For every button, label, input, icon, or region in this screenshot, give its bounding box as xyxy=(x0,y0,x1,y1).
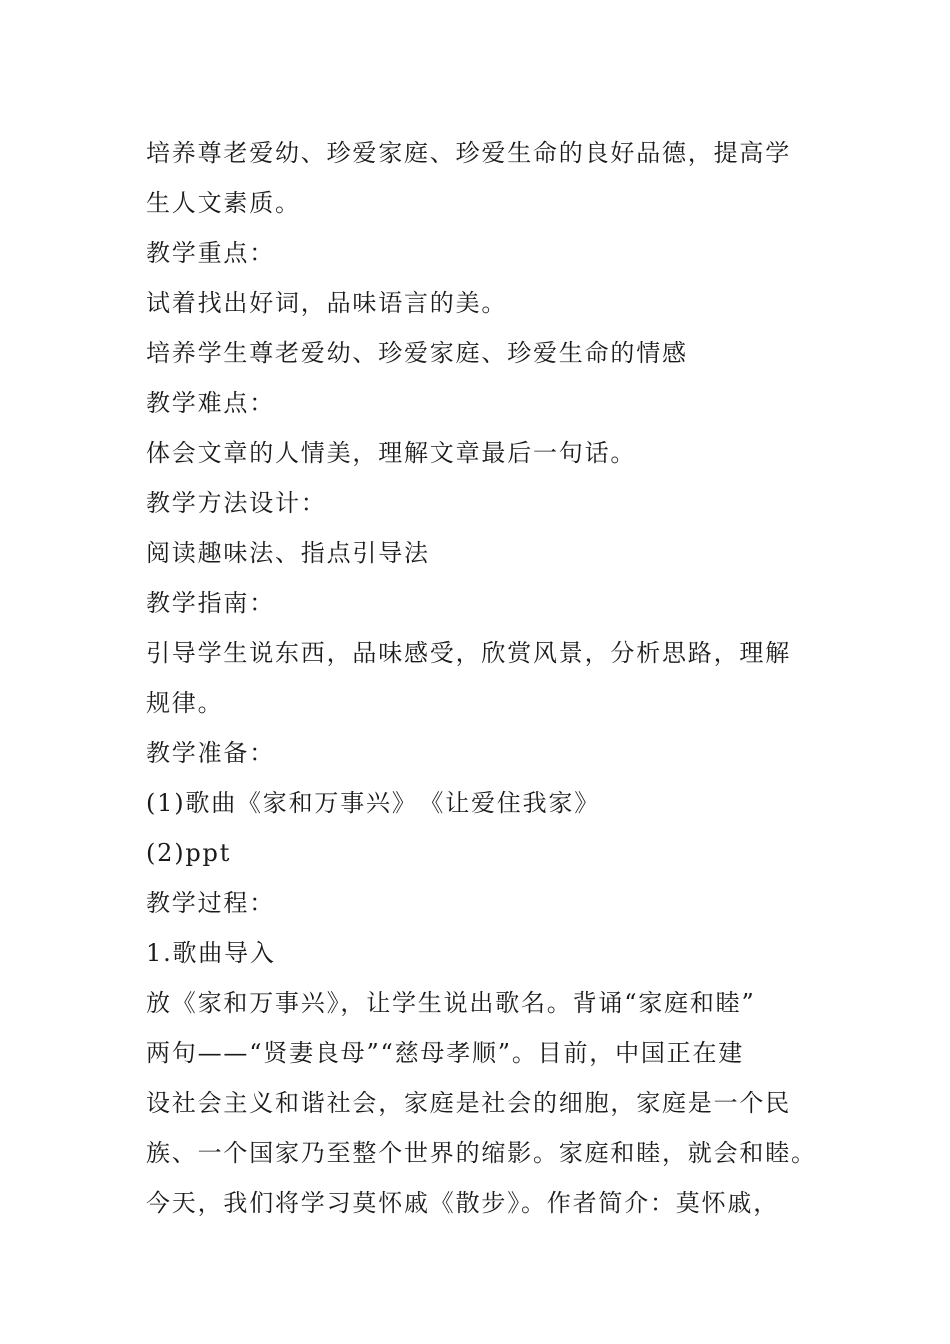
paragraph-line: 规律。 xyxy=(146,689,224,717)
paragraph-line: 放《家和万事兴》，让学生说出歌名。背诵“家庭和睦” xyxy=(146,989,756,1017)
paragraph-line: 两句——“贤妻良母”“慈母孝顺”。目前，中国正在建 xyxy=(146,1039,745,1067)
paragraph-line: 设社会主义和谐社会，家庭是社会的细胞，家庭是一个民 xyxy=(146,1089,791,1117)
paragraph-line: 培养学生尊老爱幼、珍爱家庭、珍爱生命的情感 xyxy=(146,339,688,367)
paragraph-line: 培养尊老爱幼、珍爱家庭、珍爱生命的良好品德，提高学 xyxy=(146,139,791,167)
list-item: (2)ppt xyxy=(146,839,232,867)
section-heading: 教学重点： xyxy=(146,239,275,267)
paragraph-line: 试着找出好词，品味语言的美。 xyxy=(146,289,508,317)
document-body xyxy=(146,128,817,1228)
subsection-heading: 1.歌曲导入 xyxy=(146,939,276,967)
section-heading: 教学准备： xyxy=(146,739,275,767)
paragraph-line: 族、一个国家乃至整个世界的缩影。家庭和睦，就会和睦。 xyxy=(146,1139,817,1167)
paragraph-line: 引导学生说东西，品味感受，欣赏风景，分析思路，理解 xyxy=(146,639,791,667)
section-heading: 教学指南： xyxy=(146,589,275,617)
paragraph-line: 今天，我们将学习莫怀戚《散步》。作者简介：莫怀戚， xyxy=(146,1189,779,1217)
section-heading: 教学过程： xyxy=(146,889,275,917)
section-heading: 教学难点： xyxy=(146,389,275,417)
paragraph-line: 体会文章的人情美，理解文章最后一句话。 xyxy=(146,439,637,467)
section-heading: 教学方法设计： xyxy=(146,489,327,517)
paragraph-line: 阅读趣味法、指点引导法 xyxy=(146,539,430,567)
list-item: (1)歌曲《家和万事兴》 《让爱住我家》 xyxy=(146,789,600,817)
paragraph-line: 生人文素质。 xyxy=(146,189,301,217)
